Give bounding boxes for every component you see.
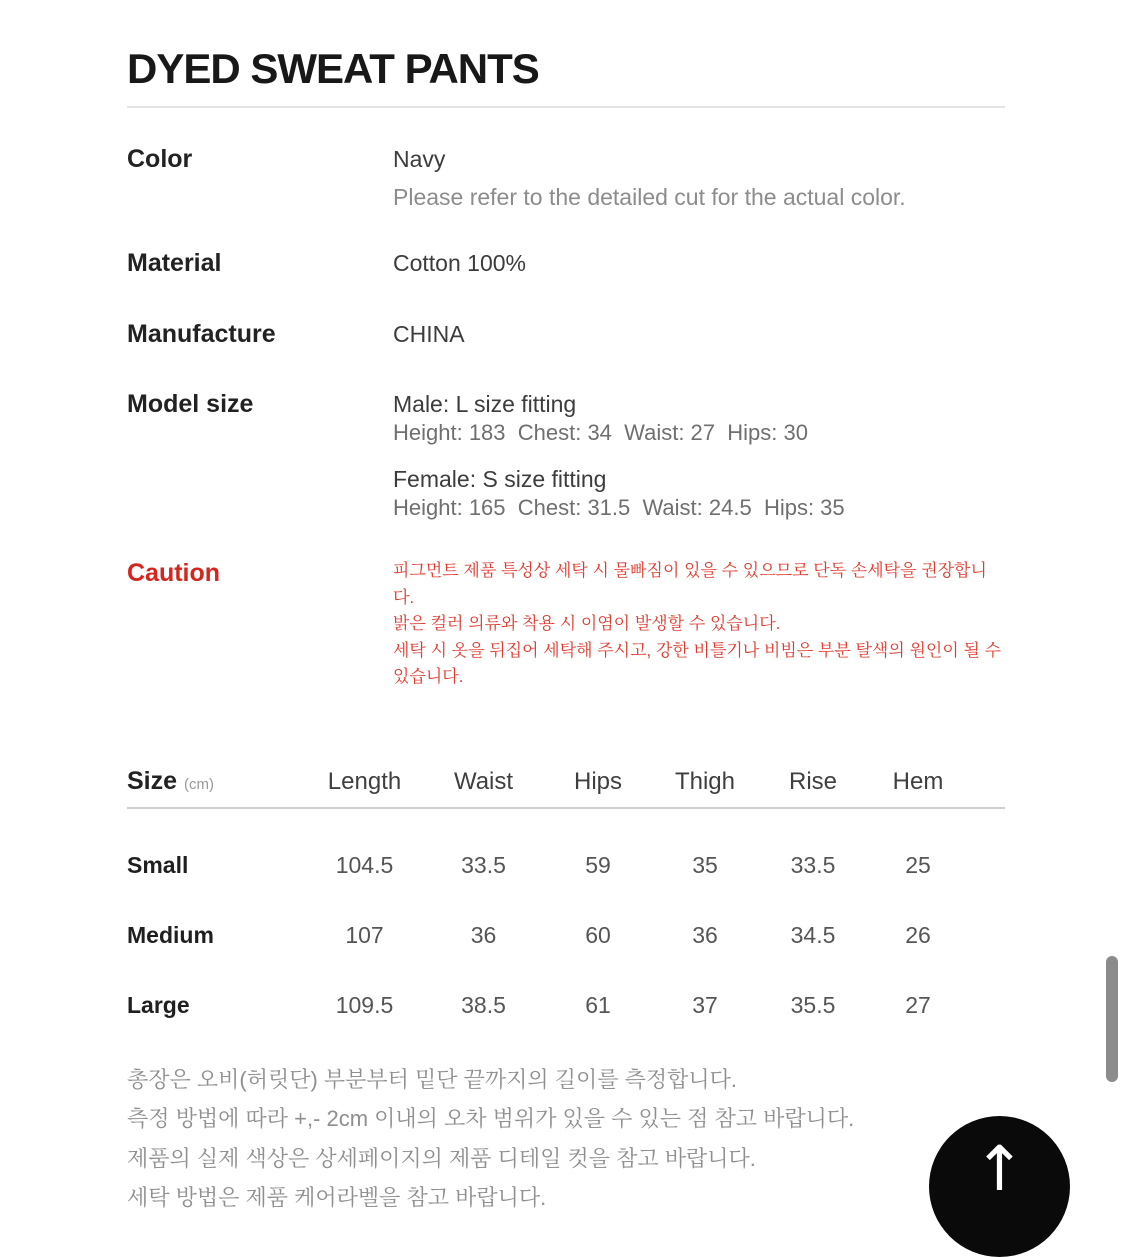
size-title-cell [127, 764, 307, 798]
cell-waist: 38.5 [461, 991, 506, 1018]
col-head-thigh: Thigh [674, 767, 736, 795]
cell-rise: 34.5 [790, 921, 836, 948]
size-table-section [127, 764, 1005, 1020]
col-head-waist: Waist [453, 767, 514, 795]
caution-line: 피그먼트 제품 특성상 세탁 시 물빠짐이 있을 수 있으므로 단독 손세탁을 권장합니다. [393, 561, 987, 607]
info-row-manufacture [127, 319, 1005, 349]
cell-rise: 33.5 [790, 851, 836, 878]
model-size-label: Model size [127, 390, 254, 418]
note-line: 총장은 오비(허릿단) 부분부터 밑단 끝까지의 길이를 측정합니다. [127, 1066, 737, 1092]
arrow-up-icon: ↑ [973, 1132, 1026, 1205]
color-value: Navy [393, 146, 446, 172]
cell-hem: 25 [905, 851, 931, 878]
caution-label: Caution [127, 559, 221, 587]
cell-length: 104.5 [335, 851, 394, 878]
size-title: Size [127, 766, 178, 795]
cell-length: 107 [345, 921, 384, 948]
size-row-name: Medium [127, 921, 214, 948]
product-detail-section [127, 0, 1005, 1218]
cell-hips: 60 [585, 921, 611, 948]
material-label: Material [127, 249, 222, 277]
cell-waist: 33.5 [461, 851, 506, 878]
table-row [127, 920, 1005, 950]
model-female-detail: Height: 165 Chest: 31.5 Waist: 24.5 Hips: 35 [393, 495, 845, 520]
cell-thigh: 37 [692, 991, 718, 1018]
col-head-hem: Hem [892, 767, 944, 795]
color-value-block [393, 144, 906, 212]
note-line: 제품의 실제 색상은 상세페이지의 제품 디테일 컷을 참고 바랍니다. [127, 1145, 756, 1171]
size-row-name: Small [127, 851, 189, 878]
material-value: Cotton 100% [393, 250, 526, 276]
scroll-to-top-button[interactable] [929, 1116, 1070, 1257]
scrollbar-thumb[interactable] [1106, 956, 1118, 1082]
cell-hips: 59 [585, 851, 611, 878]
model-male-block [393, 389, 845, 447]
model-size-value-block [393, 389, 845, 522]
cell-waist: 36 [470, 921, 497, 948]
size-unit: (cm) [184, 775, 215, 793]
note-line: 세탁 방법은 제품 케어라벨을 참고 바랍니다. [127, 1185, 547, 1210]
caution-lines-block [393, 558, 1005, 691]
table-row [127, 850, 1005, 880]
model-female-fit: Female: S size fitting [393, 466, 607, 492]
caution-line: 밝은 컬러 의류와 착용 시 이염이 발생할 수 있습니다. [393, 614, 781, 633]
model-female-block [393, 464, 845, 522]
cell-hem: 27 [905, 991, 931, 1018]
col-head-length: Length [327, 767, 402, 795]
model-male-fit: Male: L size fitting [393, 391, 577, 417]
cell-thigh: 36 [692, 921, 718, 948]
manufacture-label: Manufacture [127, 320, 276, 348]
size-row-name: Large [127, 991, 190, 1018]
cell-hips: 61 [585, 991, 611, 1018]
cell-hem: 26 [905, 921, 931, 948]
cell-rise: 35.5 [790, 991, 836, 1018]
col-head-hips: Hips [573, 767, 622, 795]
caution-line: 세탁 시 옷을 뒤집어 세탁해 주시고, 강한 비틀기나 비빔은 부분 탈색의 원인이 될 수 있습니다. [393, 640, 1006, 686]
note-line: 측정 방법에 따라 +,- 2cm 이내의 오차 범위가 있을 수 있는 점 참고 바랍니다. [127, 1106, 855, 1131]
size-table-divider [127, 807, 1005, 809]
info-row-material [127, 248, 1005, 278]
col-head-rise: Rise [788, 767, 837, 795]
cell-length: 109.5 [335, 991, 394, 1018]
title-divider [127, 106, 1005, 108]
info-row-caution [127, 558, 1005, 691]
color-note: Please refer to the detailed cut for the actual color. [393, 184, 906, 210]
cell-thigh: 35 [692, 851, 718, 878]
model-male-detail: Height: 183 Chest: 34 Waist: 27 Hips: 30 [393, 420, 808, 445]
manufacture-value: CHINA [393, 321, 465, 347]
measurement-notes [127, 1060, 1005, 1218]
info-row-color [127, 144, 1005, 212]
product-title: DYED SWEAT PANTS [127, 45, 539, 92]
size-table-header [127, 764, 1005, 799]
table-row [127, 990, 1005, 1020]
info-row-model-size [127, 389, 1005, 522]
color-label: Color [127, 145, 193, 173]
